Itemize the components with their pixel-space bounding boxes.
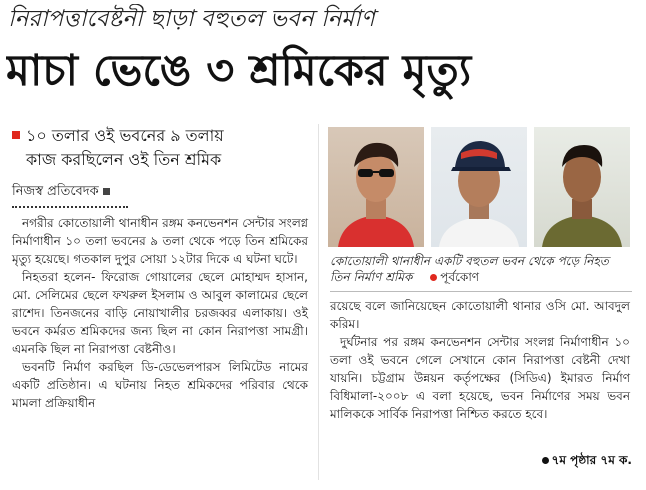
byline (12, 183, 212, 201)
article-body-right-column (330, 297, 630, 423)
photo-caption (330, 253, 632, 285)
credit-dot-icon (430, 274, 437, 281)
subhead-line-1: ১০ তলার ওই ভবনের ৯ তলায় (26, 126, 224, 145)
body-paragraph: নিহতরা হলেন- ফিরোজ গোয়ালের ছেলে মোহাম্মদ হাসান, মো. সেলিমের ছেলে ফখরুল ইসলাম ও আবুল কালামের ছেলে রাশেদ। তিনজনের বাড়ি নোয়াখালীর চরজব্বর এলাকায়। ওই ভবনে কর্মরত শ্রমিকদের জন্য ছিল না কোন নিরাপত্তা সামগ্রী। এমনকি ছিল না নিরাপত্তা বেষ্টনীও। (12, 270, 308, 356)
victim-photo-1 (328, 127, 424, 247)
byline-text: নিজস্ব প্রতিবেদক (12, 184, 99, 199)
subheadline (12, 124, 312, 172)
kicker-headline: নিরাপত্তাবেষ্টনী ছাড়া বহুতল ভবন নির্মাণ (8, 6, 375, 32)
byline-square-icon (103, 188, 110, 195)
continuation-text: ৭ম পৃষ্ঠার ৭ম ক. (551, 453, 632, 467)
victim-photos (328, 127, 630, 247)
column-divider (318, 124, 319, 480)
subhead-line-2: কাজ করছিলেন ওই তিন শ্রমিক (26, 150, 222, 169)
dotted-divider (12, 206, 128, 208)
victim-photo-3 (534, 127, 630, 247)
person-with-sunglasses-image (328, 127, 424, 247)
person-with-cap-image (431, 127, 527, 247)
main-headline: মাচা ভেঙে ৩ শ্রমিকের মৃত্যু (6, 46, 472, 96)
credit-text: পূর্বকোণ (440, 270, 480, 284)
body-paragraph: রয়েছে বলে জানিয়েছেন কোতোয়ালী থানার ওসি মো. আবদুল করিম। (330, 299, 630, 331)
body-paragraph: নগরীর কোতোয়ালী থানাধীন রঙ্গম কনভেনশন সেন্টার সংলগ্ন নির্মাণাধীন ১০ তলা ভবনের ৯ তলা থেকে পড়ে তিন শ্রমিকের মৃত্যু হয়েছে। গতকাল দুপুর সোয়া ১২টার দিকে এ ঘটনা ঘটে। (12, 216, 308, 266)
body-paragraph: ভবনটি নির্মাণ করছিল ডি-ডেভেলপারস লিমিটেড নামের একটি প্রতিষ্ঠান। এ ঘটনায় নিহত শ্রমিকদের পরিবার থেকে মামলা প্রক্রিয়াধীন (12, 360, 308, 410)
red-square-marker (12, 131, 20, 139)
article-body-left-column (12, 214, 308, 412)
young-man-image (534, 127, 630, 247)
caption-text: কোতোয়ালী থানাধীন একটি বহুতল ভবন থেকে পড়ে নিহত তিন নির্মাণ শ্রমিক (330, 254, 609, 284)
continuation-note (542, 452, 632, 472)
photo-credit (430, 270, 479, 284)
victim-photo-2 (431, 127, 527, 247)
bullet-icon (542, 457, 549, 464)
body-paragraph: দুর্ঘটনার পর রঙ্গম কনভেনশন সেন্টার সংলগ্ন নির্মাণাধীন ১০ তলা ওই ভবনে গেলে সেখানে কোন নিরাপত্তা বেষ্টনী দেখা যায়নি। চট্টগ্রাম উন্নয়ন কর্তৃপক্ষের (সিডিএ) ইমারত নির্মাণ বিধিমালা-২০০৮ এ বলা হয়েছে, ভবন নির্মাণের সময় ভবন মালিককে সার্বিক নিরাপত্তা নিশ্চিত করতে হবে। (330, 335, 630, 421)
caption-divider (330, 291, 632, 292)
